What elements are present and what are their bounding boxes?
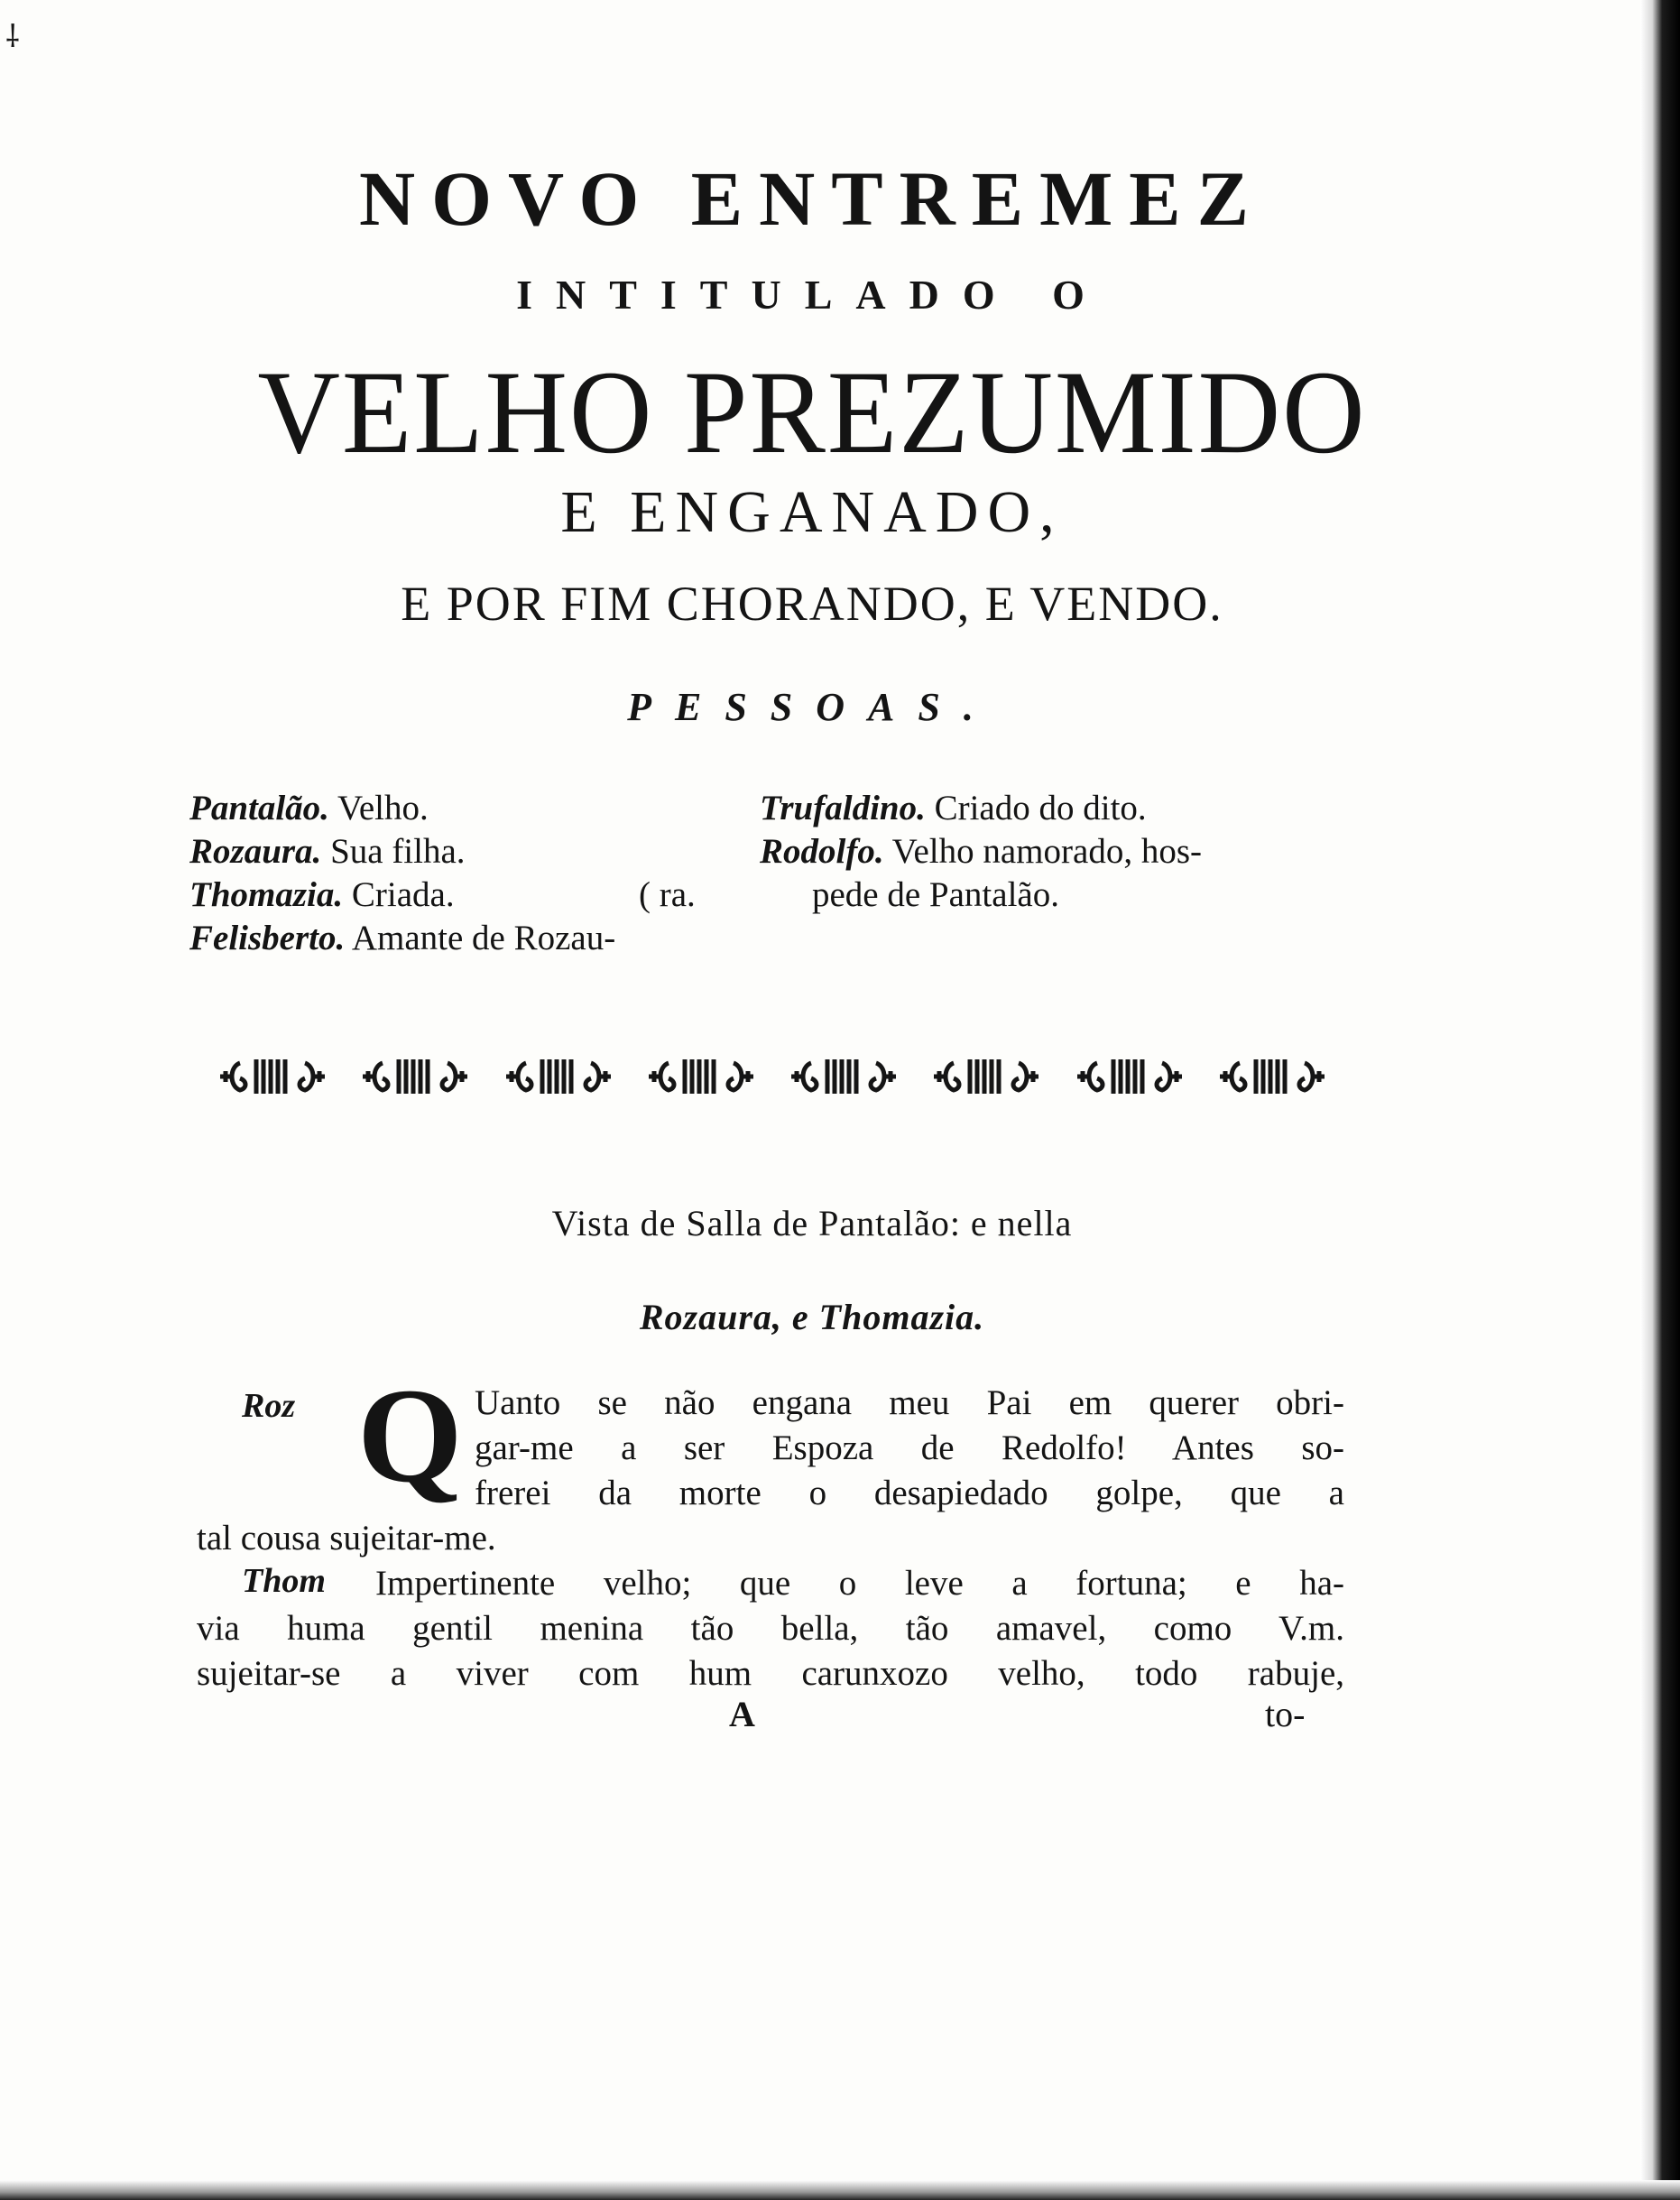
cast-desc: pede de Pantalão. <box>812 875 1059 914</box>
cast-desc: Criado do dito. <box>925 789 1147 827</box>
speaker-label: Roz <box>242 1387 296 1425</box>
fleuron-icon <box>1070 1049 1189 1105</box>
cast-list-left <box>189 787 615 960</box>
scene-characters: Rozaura, e Thomazia. <box>639 1297 985 1337</box>
fleuron-icon <box>355 1049 475 1105</box>
cast-role: Thomazia. <box>189 875 344 914</box>
cast-role: Trufaldino. <box>760 789 926 827</box>
drop-capital: Q <box>357 1361 463 1511</box>
main-title: VELHO PREZUMIDO <box>257 346 1367 478</box>
dialogue-line: gar-me a ser Espoza de Redolfo! Antes so- <box>475 1428 1344 1467</box>
title-line-2: INTITULADO O <box>516 272 1108 318</box>
catchword: to- <box>1265 1694 1306 1734</box>
cast-role: Pantalão. <box>189 789 329 827</box>
cast-continuation-note: ( ra. <box>639 875 696 914</box>
scan-bottom-edge <box>0 2180 1680 2200</box>
dialogue-line: frerei da morte o desapiedado golpe, que a <box>475 1474 1344 1512</box>
persons-heading: PESSOAS. <box>627 685 997 729</box>
scan-edge-shadow <box>1640 0 1680 2200</box>
cast-desc: Sua filha. <box>321 832 466 871</box>
fleuron-icon <box>213 1049 332 1105</box>
title-line-4: E ENGANADO, <box>560 479 1064 545</box>
cast-list-right <box>760 787 1202 917</box>
fleuron-icon <box>1213 1049 1332 1105</box>
dialogue-line: Uanto se não engana meu Pai em querer obri- <box>475 1383 1344 1422</box>
cast-entry <box>189 874 615 917</box>
speaker-label: Thom <box>242 1562 326 1600</box>
fleuron-icon <box>784 1049 903 1105</box>
dialogue-line: Impertinente velho; que o leve a fortuna; e ha- <box>375 1564 1344 1603</box>
cast-role: Rozaura. <box>189 832 322 871</box>
scene-setting: Vista de Salla de Pantalão: e nella <box>551 1203 1073 1243</box>
dialogue-line: via huma gentil menina tão bella, tão amavel, como V.m. <box>197 1609 1344 1648</box>
dialogue-line: sujeitar-se a viver com hum carunxozo velho, todo rabuje, <box>197 1654 1344 1693</box>
cast-entry <box>189 917 615 960</box>
signature-mark: A <box>729 1694 755 1734</box>
cast-role: Felisberto. <box>189 919 346 957</box>
cast-role: Rodolfo. <box>760 832 884 871</box>
cast-entry <box>760 830 1202 874</box>
fleuron-icon <box>499 1049 618 1105</box>
ornament-divider <box>213 1049 1332 1105</box>
corner-mark-icon: ⸸ <box>5 19 20 55</box>
cast-entry <box>760 787 1202 830</box>
dialogue-line: tal cousa sujeitar-me. <box>197 1519 496 1558</box>
title-line-1: NOVO ENTREMEZ <box>359 155 1265 242</box>
fleuron-icon <box>927 1049 1046 1105</box>
cast-desc: Criada. <box>343 875 455 914</box>
cast-desc: Velho namorado, hos- <box>883 832 1202 871</box>
cast-desc: Velho. <box>328 789 429 827</box>
cast-entry <box>760 874 1202 917</box>
cast-desc: Amante de Rozau- <box>345 919 616 957</box>
title-line-5: E POR FIM CHORANDO, E VENDO. <box>401 577 1223 631</box>
cast-entry <box>189 787 615 830</box>
cast-entry <box>189 830 615 874</box>
fleuron-icon <box>642 1049 761 1105</box>
